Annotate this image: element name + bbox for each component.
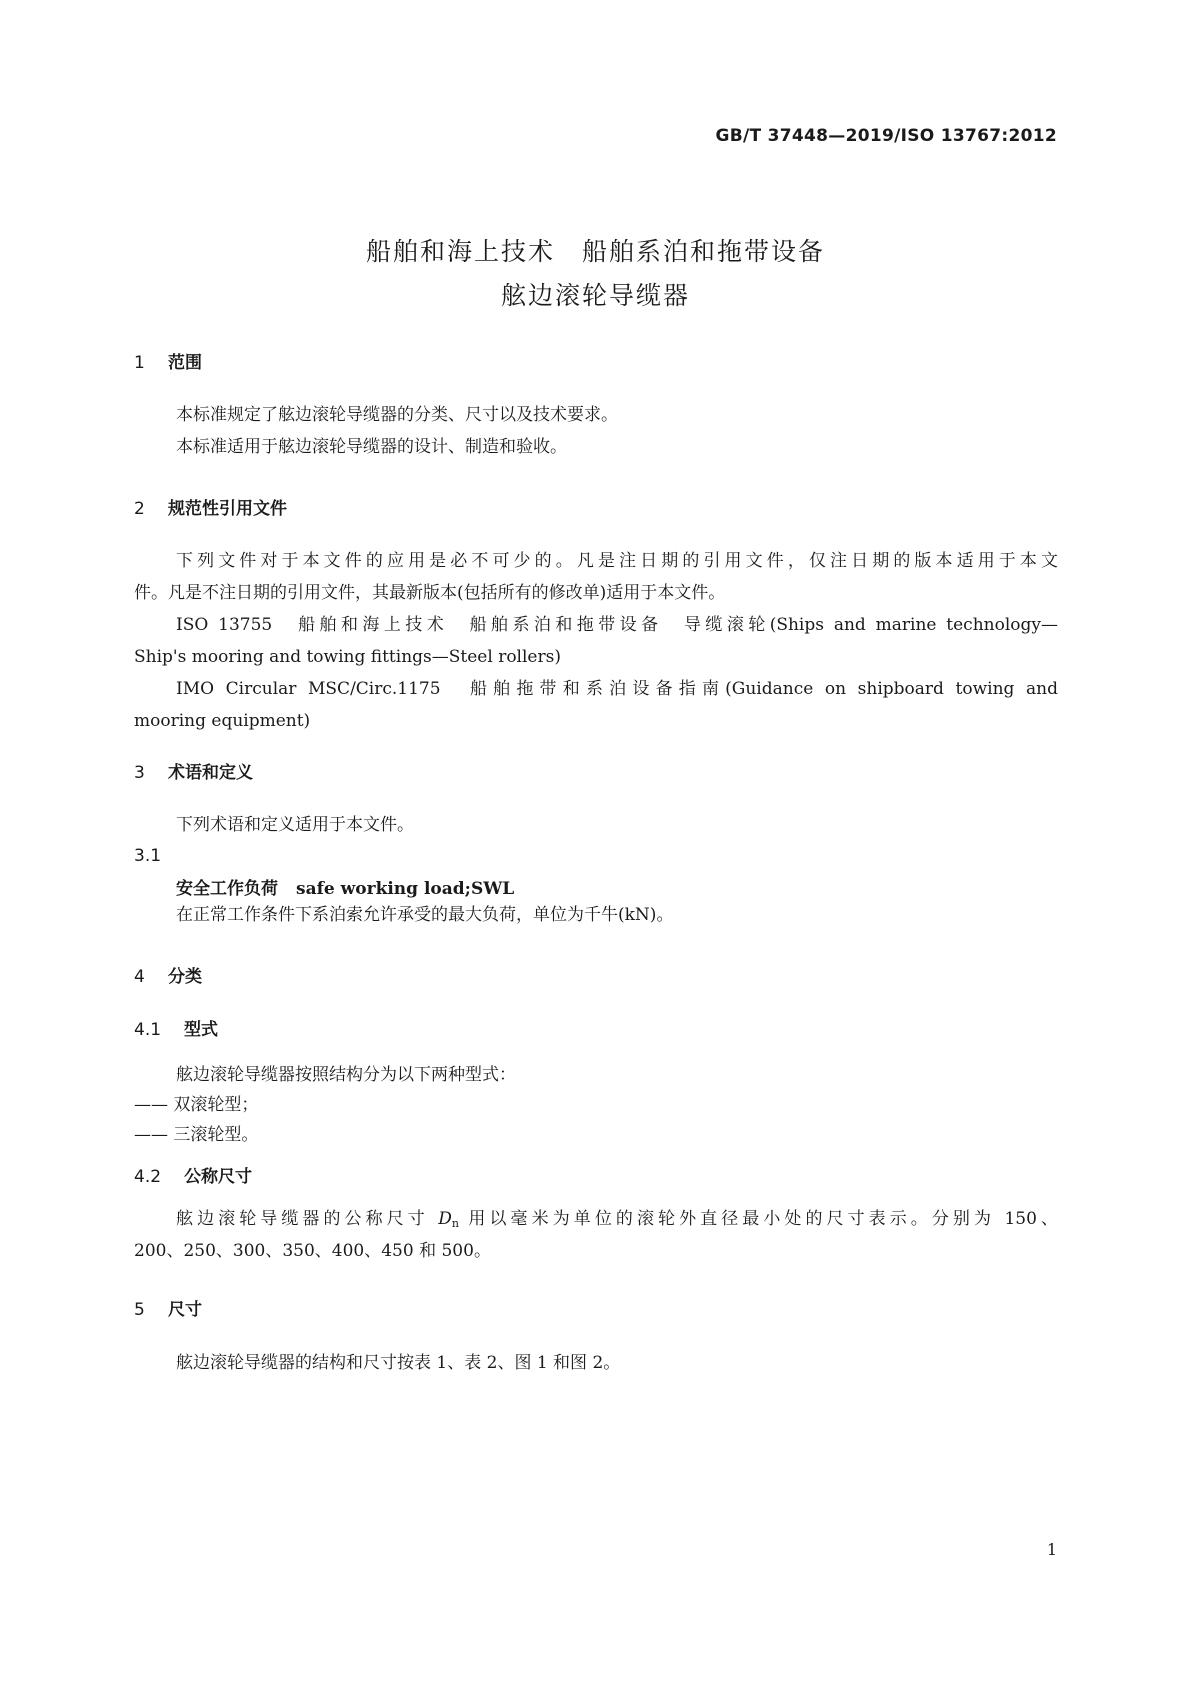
reference-iso13755-line2: Ship's mooring and towing fittings—Steel rollers) xyxy=(134,647,561,667)
nominal-size-symbol: D xyxy=(438,1209,452,1229)
section-4-1-item-1: —— 双滚轮型； xyxy=(134,1095,259,1115)
section-4-2-title: 公称尺寸 xyxy=(184,1167,252,1187)
section-3-number: 3 xyxy=(134,763,145,783)
section-4-2-number: 4.2 xyxy=(134,1167,162,1187)
section-4-1-heading xyxy=(134,1015,218,1040)
section-4-1-item-2: —— 三滚轮型。 xyxy=(134,1125,259,1145)
section-2-paragraph-line2: 件。凡是不注日期的引用文件，其最新版本(包括所有的修改单)适用于本文件。 xyxy=(134,583,726,603)
page-number: 1 xyxy=(1046,1540,1057,1559)
section-4-2-heading xyxy=(134,1162,252,1187)
section-1-paragraph-1: 本标准规定了舷边滚轮导缆器的分类、尺寸以及技术要求。 xyxy=(176,405,618,425)
section-5-heading xyxy=(134,1295,202,1320)
section-1-paragraph-2: 本标准适用于舷边滚轮导缆器的设计、制造和验收。 xyxy=(176,437,567,457)
section-1-number: 1 xyxy=(134,353,145,373)
term-3-1-english: safe working load;SWL xyxy=(296,879,515,899)
document-code: GB/T 37448—2019/ISO 13767:2012 xyxy=(715,126,1057,146)
nominal-size-subscript: n xyxy=(451,1217,459,1230)
section-4-2-paragraph-line2: 200、250、300、350、400、450 和 500。 xyxy=(134,1241,491,1261)
term-3-1-name xyxy=(176,874,514,899)
term-3-1-definition: 在正常工作条件下系泊索允许承受的最大负荷，单位为千牛(kN)。 xyxy=(176,905,674,925)
section-3-title: 术语和定义 xyxy=(168,763,253,783)
term-3-1-number: 3.1 xyxy=(134,846,162,866)
section-2-number: 2 xyxy=(134,499,145,519)
section-2-title: 规范性引用文件 xyxy=(168,499,287,519)
section-4-2-text-a: 舷边滚轮导缆器的公称尺寸 xyxy=(176,1209,439,1229)
section-5-paragraph: 舷边滚轮导缆器的结构和尺寸按表 1、表 2、图 1 和图 2。 xyxy=(176,1353,621,1373)
reference-imo-line2: mooring equipment) xyxy=(134,711,311,731)
term-3-1-chinese: 安全工作负荷 xyxy=(176,879,278,899)
section-4-2-text-b: 用以毫米为单位的滚轮外直径最小处的尺寸表示。分别为 150、 xyxy=(458,1209,1058,1229)
section-4-1-paragraph: 舷边滚轮导缆器按照结构分为以下两种型式： xyxy=(176,1065,516,1085)
section-3-heading xyxy=(134,758,253,783)
section-4-1-number: 4.1 xyxy=(134,1020,162,1040)
section-5-number: 5 xyxy=(134,1300,145,1320)
section-2-paragraph-line1: 下列文件对于本文件的应用是必不可少的。凡是注日期的引用文件，仅注日期的版本适用于本文 xyxy=(176,551,1058,571)
reference-imo-line1: IMO Circular MSC/Circ.1175 船舶拖带和系泊设备指南(Guidance on shipboard towing and xyxy=(176,679,1058,699)
document-title-line2: 舷边滚轮导缆器 xyxy=(500,281,690,310)
section-4-number: 4 xyxy=(134,967,145,987)
document-title-line1: 船舶和海上技术 船舶系泊和拖带设备 xyxy=(365,237,825,266)
section-4-1-title: 型式 xyxy=(184,1020,218,1040)
reference-iso13755-line1: ISO 13755 船舶和海上技术 船舶系泊和拖带设备 导缆滚轮(Ships and marine technology— xyxy=(176,615,1058,635)
section-2-heading xyxy=(134,494,287,519)
section-1-title: 范围 xyxy=(168,353,202,373)
section-4-heading xyxy=(134,962,202,987)
section-3-paragraph-1: 下列术语和定义适用于本文件。 xyxy=(176,815,414,835)
section-1-heading xyxy=(134,348,202,373)
section-4-title: 分类 xyxy=(168,967,202,987)
section-5-title: 尺寸 xyxy=(168,1300,202,1320)
